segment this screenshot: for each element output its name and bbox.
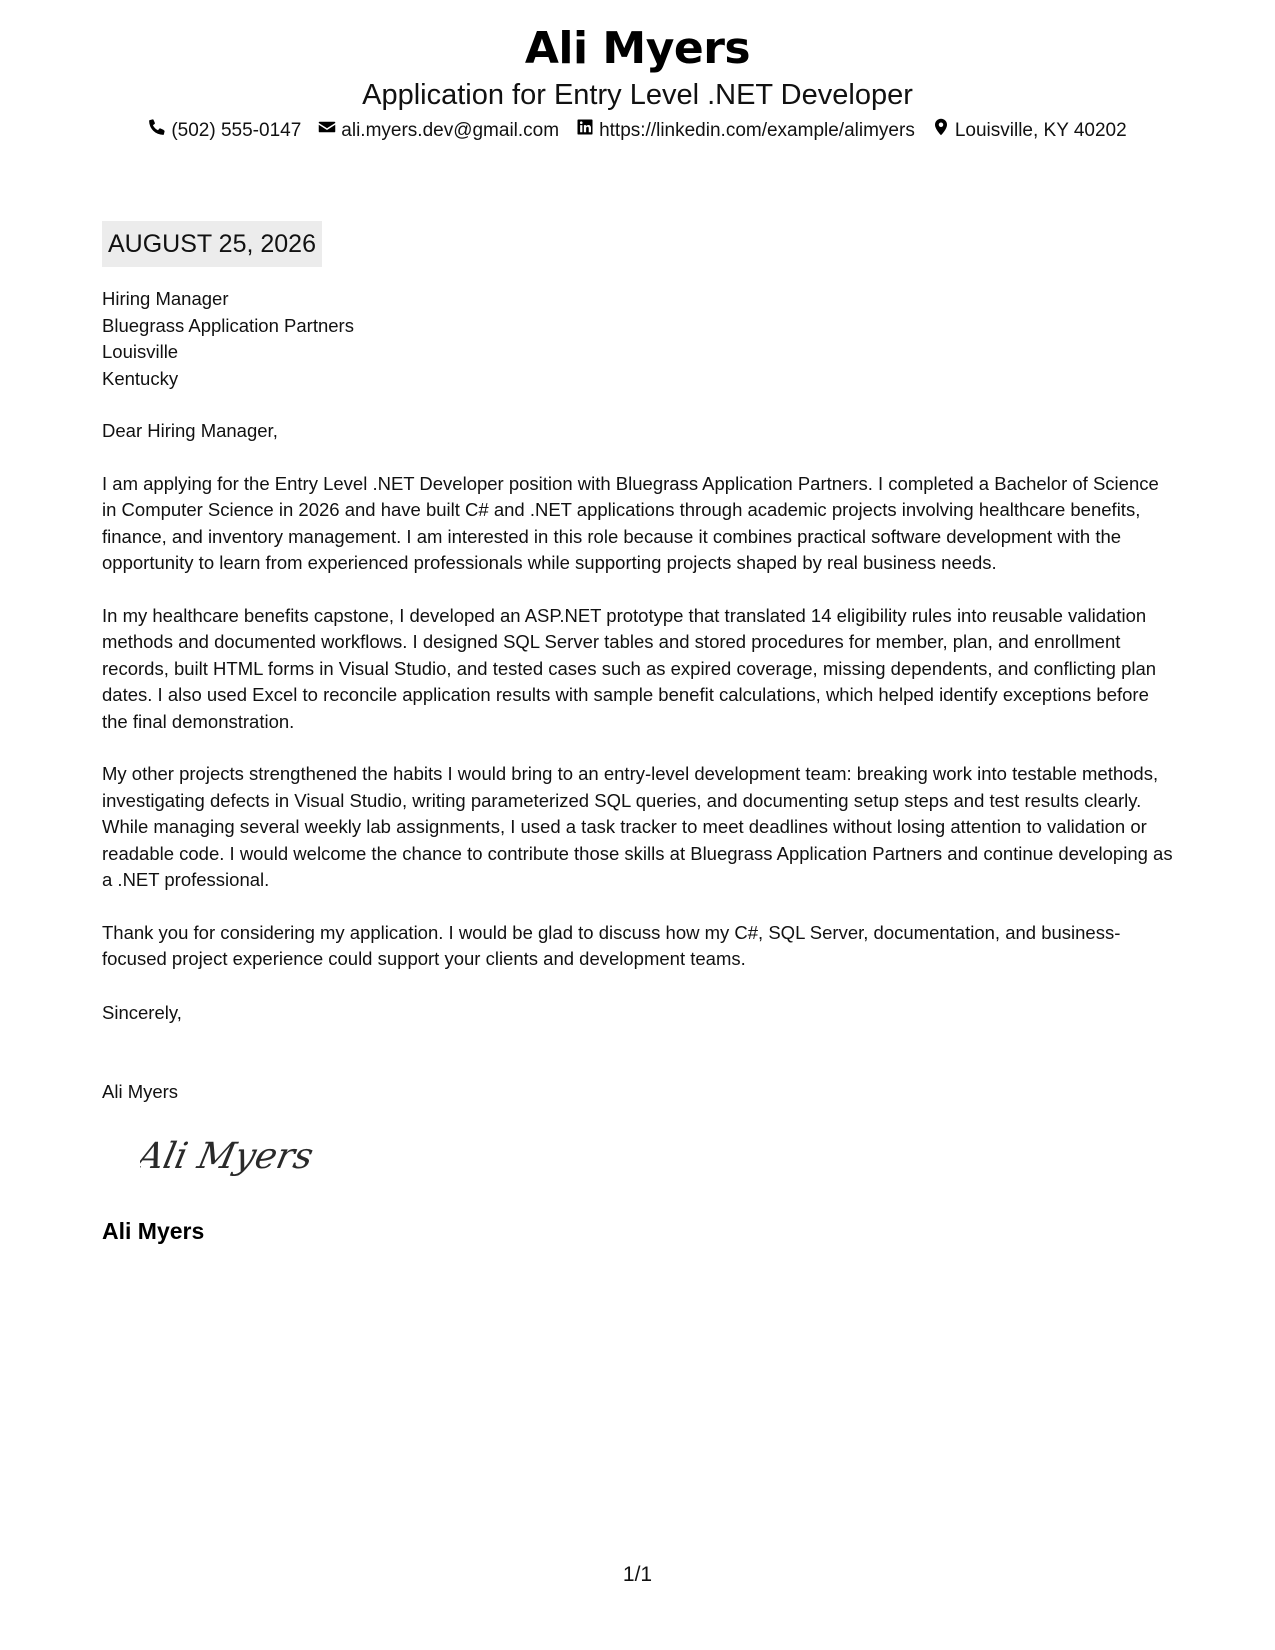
contact-row: [0, 118, 1275, 144]
letter-header: [0, 20, 1275, 144]
body-paragraph: I am applying for the Entry Level .NET Developer position with Bluegrass Application Partners. I completed a Bachelor of Science in Computer Science in 2026 and have built C# and .NET applications through academic projects involving healthcare benefits, finance, and inventory management. I am interested in this role because it combines practical software development with the opportunity to learn from experienced professionals while supporting projects shaped by real business needs.: [102, 472, 1159, 573]
phone-text: (502) 555-0147: [171, 120, 302, 141]
location-text: Louisville, KY 40202: [954, 120, 1127, 141]
salutation: Dear Hiring Manager,: [102, 420, 278, 441]
handwritten-signature: [140, 1128, 340, 1189]
recipient-state: Kentucky: [102, 367, 179, 389]
linkedin-icon: [576, 118, 594, 144]
final-name: Ali Myers: [102, 1218, 205, 1244]
linkedin-link[interactable]: https://linkedin.com/example/alimyers: [599, 120, 915, 141]
body-paragraph: Thank you for considering my application. I would be glad to discuss how my C#, SQL Server, documentation, and business-focused project experience could support your clients and development teams.: [102, 921, 1121, 969]
email-link[interactable]: ali.myers.dev@gmail.com: [341, 120, 560, 141]
page-number: 1/1: [622, 1563, 653, 1586]
body-paragraph: My other projects strengthened the habits I would bring to an entry-level development team: breaking work into testable methods, investigating defects in Visual Studio, writing parameterized SQL queries, and documenting setup steps and test results clearly. While managing several weekly lab assignments, I used a task tracker to meet deadlines without losing attention to validation or readable code. I would welcome the chance to contribute those skills at Bluegrass Application Partners and continue developing as a .NET professional.: [102, 763, 1173, 890]
recipient-company: Bluegrass Application Partners: [102, 314, 354, 336]
recipient-title: Hiring Manager: [102, 288, 229, 309]
signature-image: [140, 1128, 340, 1184]
body-paragraph: In my healthcare benefits capstone, I developed an ASP.NET prototype that translated 14 eligibility rules into reusable validation methods and documented workflows. I designed SQL Server tables and stored procedures for member, plan, and enrollment records, built HTML forms in Visual Studio, and tested cases such as expired coverage, missing dependents, and conflicting plan dates. I also used Excel to reconcile application results with sample benefit calculations, which helped identify exceptions before the final demonstration.: [102, 604, 1157, 732]
phone-icon: [148, 118, 166, 144]
map-marker-icon: [932, 118, 950, 144]
closing: Sincerely,: [102, 1002, 182, 1023]
contact-email: [318, 118, 559, 144]
envelope-icon: [318, 118, 336, 144]
application-subtitle: Application for Entry Level .NET Developer: [362, 79, 913, 111]
recipient-city: Louisville: [102, 341, 179, 362]
typed-name: Ali Myers: [102, 1081, 179, 1102]
contact-linkedin: [576, 118, 915, 144]
signature-text: Ali Myers: [140, 1134, 318, 1177]
contact-location: [932, 118, 1127, 144]
letter-body: [102, 418, 1177, 999]
recipient-block: [102, 286, 354, 392]
contact-phone: [148, 118, 301, 144]
letter-date: AUGUST 25, 2026: [102, 221, 322, 267]
applicant-name: Ali Myers: [524, 23, 751, 74]
